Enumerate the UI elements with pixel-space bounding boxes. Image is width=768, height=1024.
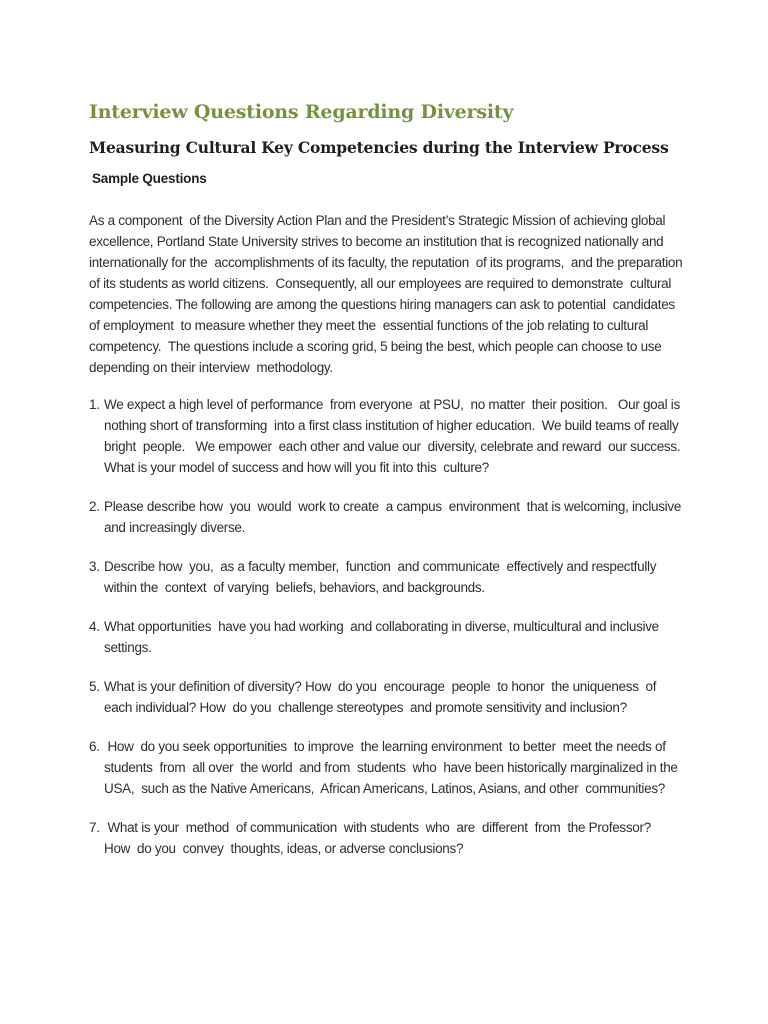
- question-text: How do you seek opportunities to improve the learning environment to better meet the needs of students from all over the world and from students who have been historically marginalized in the USA, such as the Native Americans, African Americans, Latinos, Asians, and other communities?: [104, 738, 685, 796]
- question-text: What is your method of communication with students who are different from the Professor? How do you convey thoughts, ideas, or adverse conclusions?: [104, 819, 662, 856]
- question-number: 3.: [89, 558, 100, 574]
- document-content: [89, 101, 685, 877]
- question-number: 2.: [89, 498, 100, 514]
- document-title: Interview Questions Regarding Diversity: [89, 101, 514, 123]
- question-list: [89, 394, 685, 859]
- question-number: 5.: [89, 678, 100, 694]
- document-subtitle: Measuring Cultural Key Competencies during the Interview Process: [89, 137, 669, 157]
- question-text: Describe how you, as a faculty member, function and communicate effectively and respectfully within the context of varying beliefs, behaviors, and backgrounds.: [104, 558, 660, 595]
- question-number: 1.: [89, 396, 100, 412]
- question-number: 6.: [89, 738, 100, 754]
- question-item-7: [89, 817, 685, 859]
- question-text: What is your definition of diversity? How do you encourage people to honor the uniqueness of each individual? How do you challenge stereotypes and promote sensitivity and inclusion?: [104, 678, 660, 715]
- question-item-4: [89, 616, 685, 658]
- question-text: Please describe how you would work to create a campus environment that is welcoming, inclusive and increasingly diverse.: [104, 498, 685, 535]
- question-item-1: [89, 394, 685, 478]
- intro-paragraph: As a component of the Diversity Action Plan and the President’s Strategic Mission of achieving global excellence, Portland State University strives to become an institution that is recognized nationally and internationally for the accomplishments of its faculty, the reputation of its programs, and the preparation of its students as world citizens. Consequently, all our employees are required to demonstrate cultural competencies. The following are among the questions hiring managers can ask to potential candidates of employment to measure whether they meet the essential functions of the job relating to cultural competency. The questions include a scoring grid, 5 being the best, which people can choose to use depending on their interview methodology.: [89, 212, 686, 375]
- question-number: 4.: [89, 618, 100, 634]
- question-number: 7.: [89, 819, 100, 835]
- question-text: We expect a high level of performance from everyone at PSU, no matter their position. Our goal is nothing short of transforming into a first class institution of higher education. We build teams of really bright people. We empower each other and value our diversity, celebrate and reward our success. What is your model of success and how will you fit into this culture?: [104, 396, 684, 475]
- section-label: Sample Questions: [92, 171, 207, 187]
- question-item-5: [89, 676, 685, 718]
- question-item-3: [89, 556, 685, 598]
- question-item-6: [89, 736, 685, 799]
- question-text: What opportunities have you had working and collaborating in diverse, multicultural and inclusive settings.: [104, 618, 663, 655]
- question-item-2: [89, 496, 685, 538]
